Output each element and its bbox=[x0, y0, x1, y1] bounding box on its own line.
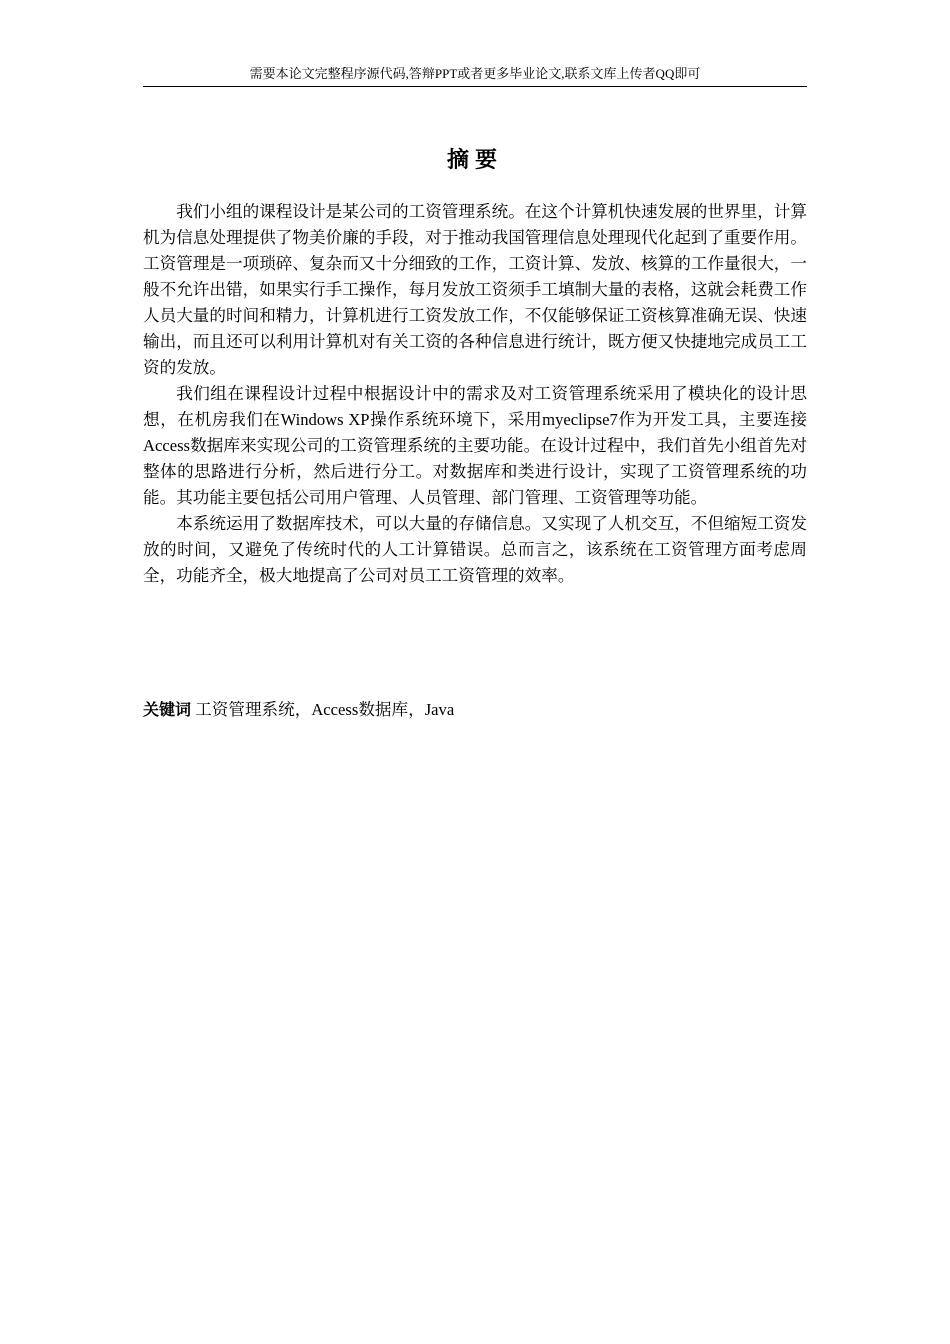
page-header bbox=[143, 64, 807, 87]
abstract-paragraph-2: 我们组在课程设计过程中根据设计中的需求及对工资管理系统采用了模块化的设计思想，在机房我们在Windows XP操作系统环境下，采用myeclipse7作为开发工具，主要连接Access数据库来实现公司的工资管理系统的主要功能。在设计过程中，我们首先小组首先对整体的思路进行分析，然后进行分工。对数据库和类进行设计，实现了工资管理系统的功能。其功能主要包括公司用户管理、人员管理、部门管理、工资管理等功能。 bbox=[143, 384, 807, 507]
abstract-paragraph-3: 本系统运用了数据库技术，可以大量的存储信息。又实现了人机交互，不但缩短工资发放的时间，又避免了传统时代的人工计算错误。总而言之，该系统在工资管理方面考虑周全，功能齐全，极大地提高了公司对员工工资管理的效率。 bbox=[143, 514, 807, 585]
abstract-body bbox=[143, 199, 807, 589]
keywords-line bbox=[143, 697, 807, 723]
abstract-paragraph-1: 我们小组的课程设计是某公司的工资管理系统。在这个计算机快速发展的世界里，计算机为信息处理提供了物美价廉的手段，对于推动我国管理信息处理现代化起到了重要作用。工资管理是一项琐碎、复杂而又十分细致的工作，工资计算、发放、核算的工作量很大，一般不允许出错，如果实行手工操作，每月发放工资须手工填制大量的表格，这就会耗费工作人员大量的时间和精力，计算机进行工资发放工作，不仅能够保证工资核算准确无误、快速输出，而且还可以利用计算机对有关工资的各种信息进行统计，既方便又快捷地完成员工工资的发放。 bbox=[143, 202, 807, 377]
abstract-title: 摘要 bbox=[446, 148, 503, 173]
page-header-text: 需要本论文完整程序源代码,答辩PPT或者更多毕业论文,联系文库上传者QQ即可 bbox=[249, 66, 701, 81]
keywords-text: 工资管理系统，Access数据库，Java bbox=[195, 700, 455, 719]
keywords-label: 关键词 bbox=[143, 700, 192, 719]
